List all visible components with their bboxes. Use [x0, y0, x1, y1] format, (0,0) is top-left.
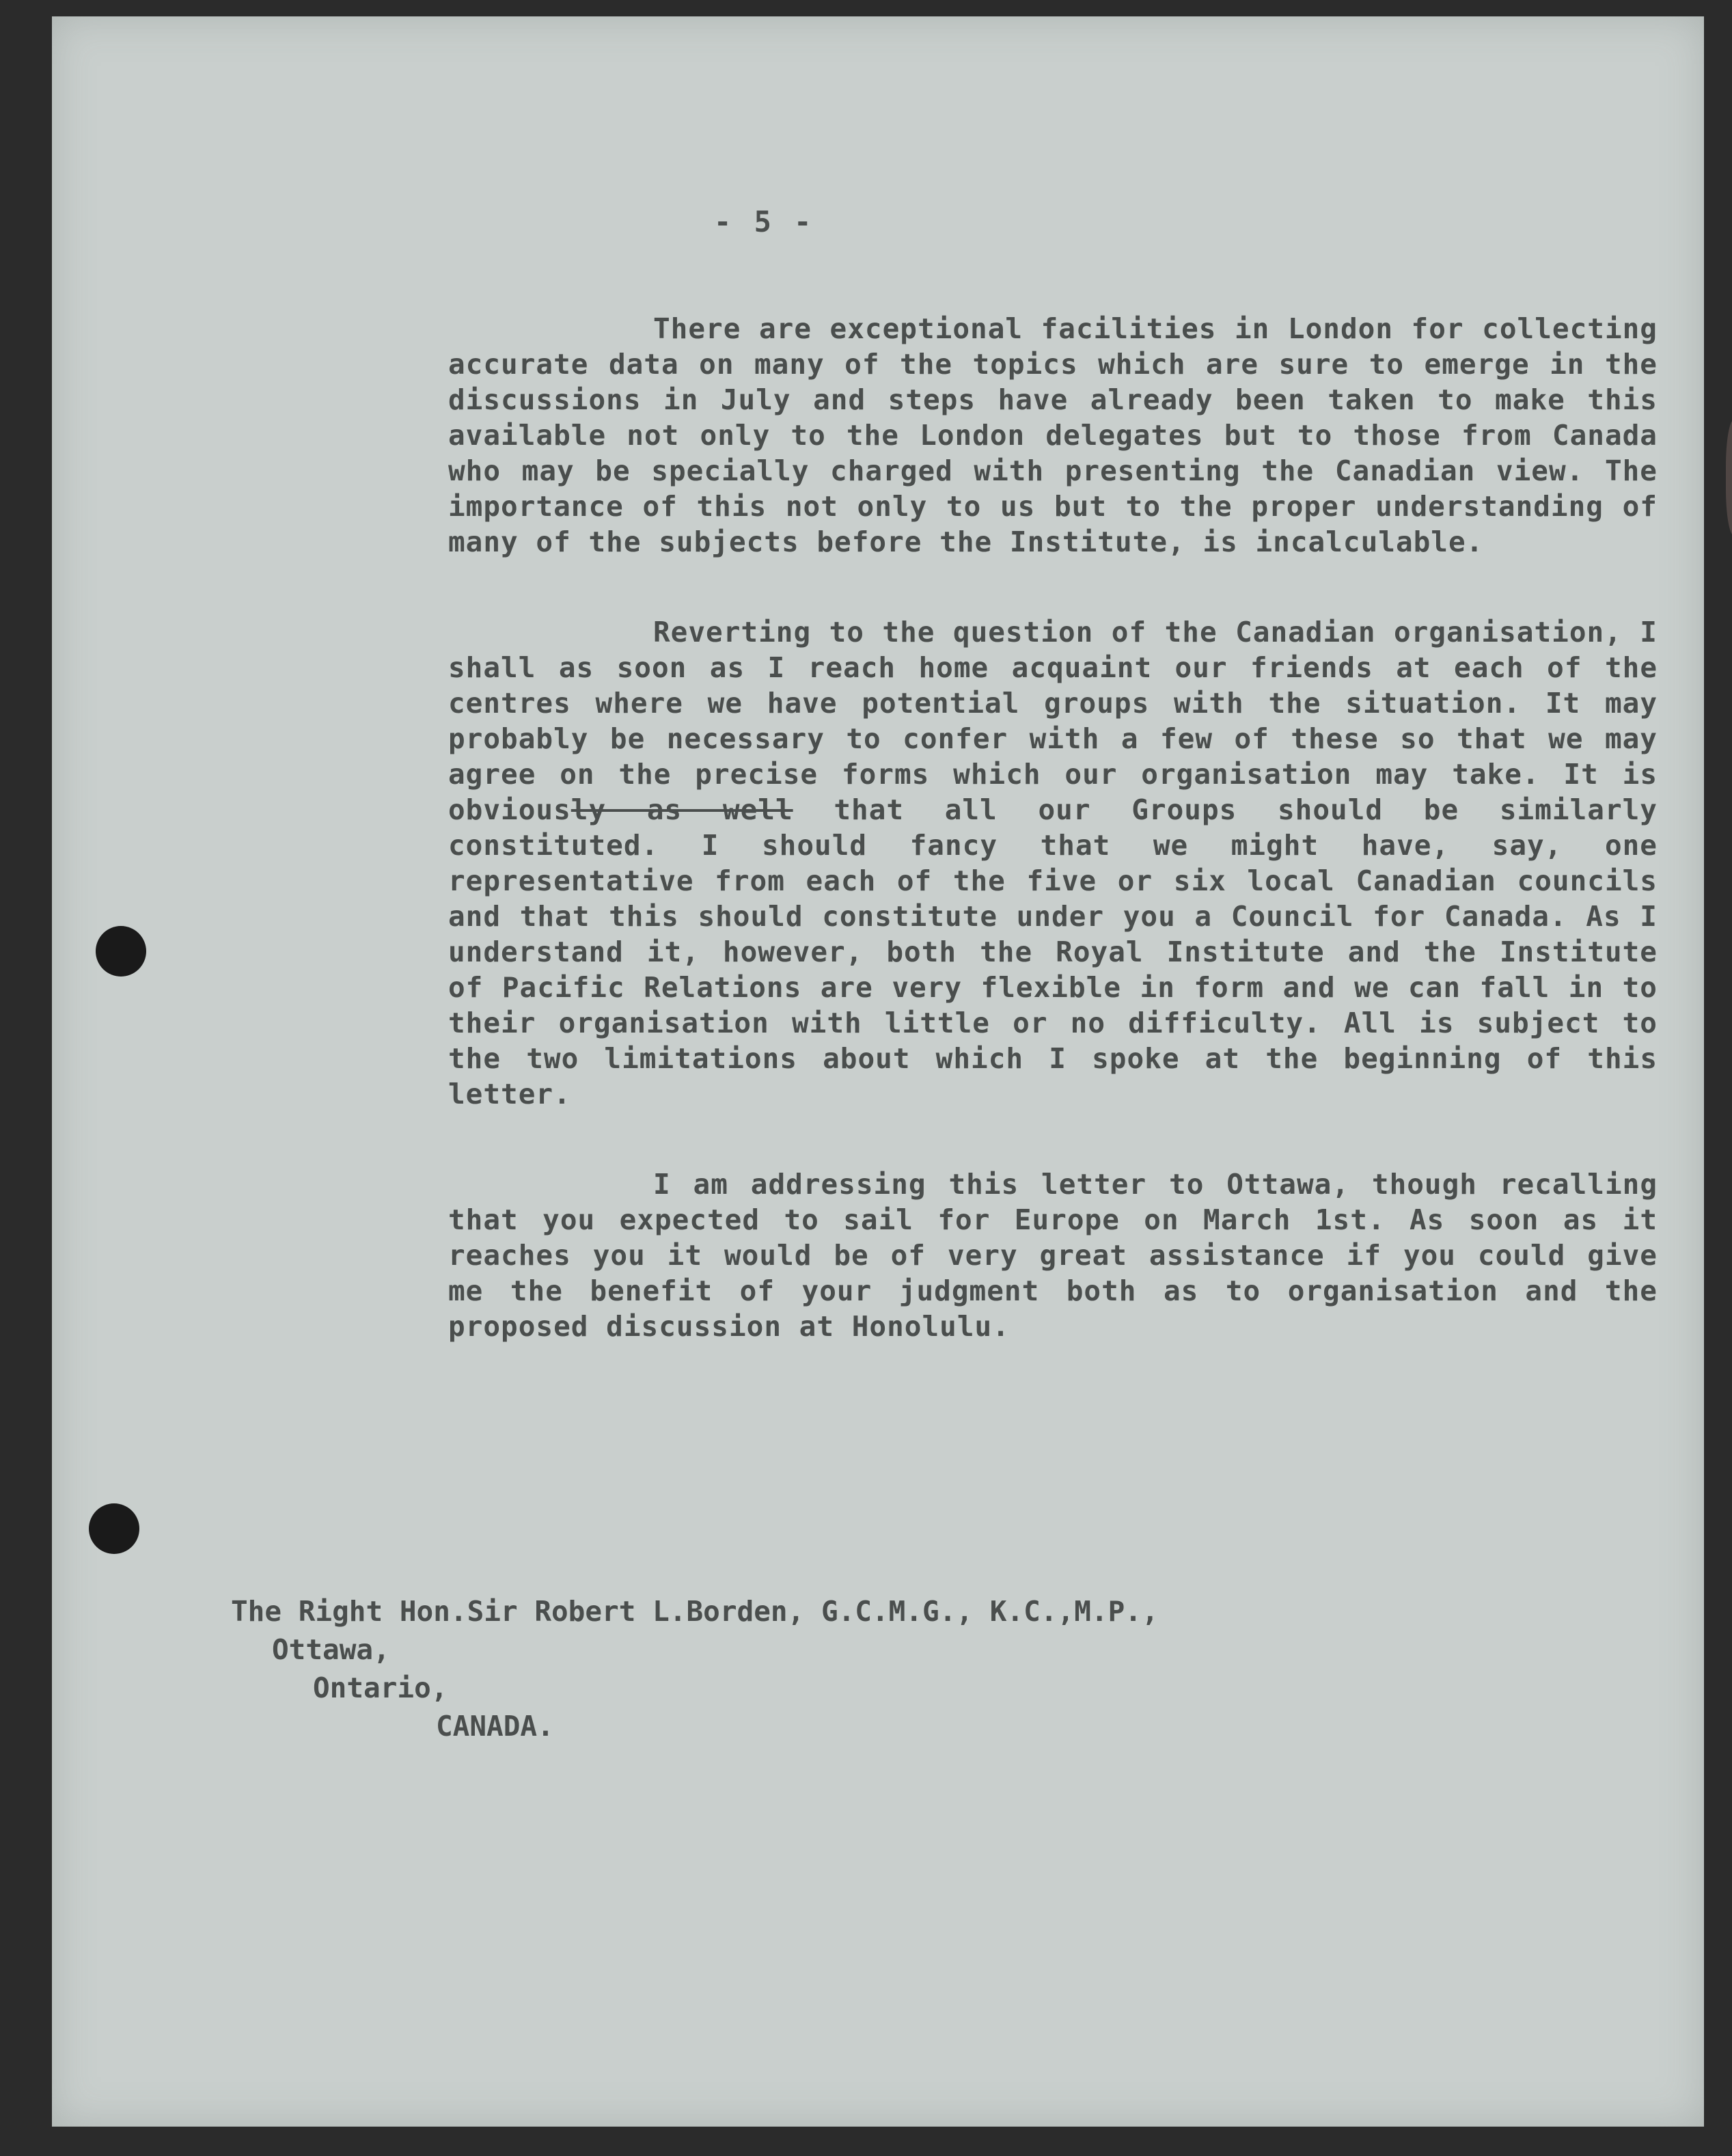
- letter-body: [448, 311, 1658, 1399]
- address-name-line: The Right Hon.Sir Robert L.Borden, G.C.M.G., K.C.,M.P.,: [231, 1595, 1159, 1628]
- paper-stain: [1726, 420, 1732, 536]
- address-city-line: Ottawa,: [272, 1633, 390, 1666]
- paragraph-canadian-organisation: [448, 614, 1658, 1112]
- addressee-lines: [231, 1592, 1159, 1745]
- struck-out-text: ly as well: [571, 793, 793, 826]
- paragraph-data-facilities: There are exceptional facilities in London for collecting accurate data on many of the topics which are sure to emerge in the discussions in July and steps have already been taken to make this available not only to the London delegates but to those from Canada who may be specially charged with presenting the Canadian view. The importance of this not only to us but to the proper understanding of many of the subjects before the Institute, is incalculable.: [448, 312, 1658, 558]
- paragraph-text-after: that all our Groups should be similarly constituted. I should fancy that we might have, say, one representative from each of the five or six local Canadian councils and that this should constitute under you a Council for Canada. As I understand it, however, both the Royal Institute and the Institute of Pacific Relations are very flexible in form and we can fall in to their organisation with little or no difficulty. All is subject to the two limitations about which I spoke at the beginning of this letter.: [448, 793, 1658, 1110]
- paragraph-text-before: Reverting to the question of the Canadian organisation, I shall as soon as I reach home acquaint our friends at each of the centres where we have potential groups with the situation. It may probably be necessary to confer with a few of these so that we may agree on the precise forms which our organisation may take. It is obvious: [448, 616, 1658, 826]
- paragraph-addressing-letter: I am addressing this letter to Ottawa, though recalling that you expected to sail for Europe on March 1st. As soon as it reaches you it would be of very great assistance if you could give me the benefit of your judgment both as to organisation and the proposed discussion at Honolulu.: [448, 1168, 1658, 1343]
- punch-hole-top: [96, 926, 146, 977]
- address-country-line: CANADA.: [436, 1710, 554, 1743]
- punch-hole-bottom: [89, 1503, 139, 1554]
- page-number: - 5 -: [714, 205, 814, 238]
- address-province-line: Ontario,: [313, 1671, 448, 1704]
